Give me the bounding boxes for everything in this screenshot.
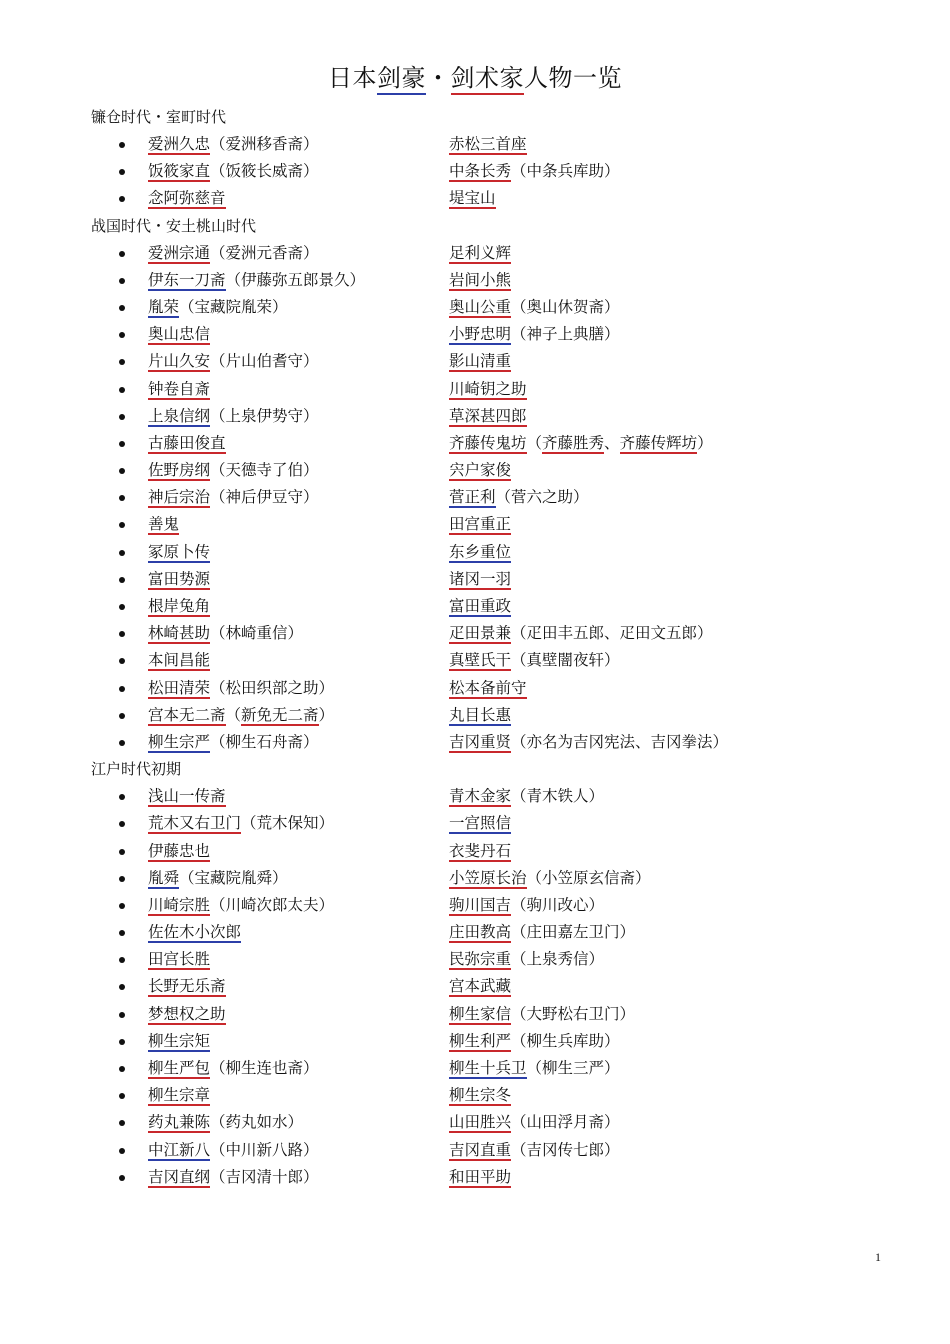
alias-text: （吉冈传七郎） <box>511 1140 620 1159</box>
person-link[interactable]: 新免无二斋 <box>241 705 319 724</box>
person-link[interactable]: 田宫重正 <box>449 515 512 534</box>
person-link[interactable]: 小笠原长治 <box>449 868 527 887</box>
right-entry <box>449 1082 511 1109</box>
list-item <box>0 1001 950 1028</box>
list-item <box>0 675 950 702</box>
person-link[interactable]: 和田平助 <box>449 1167 512 1186</box>
right-entry <box>449 511 511 538</box>
right-entry <box>449 484 589 511</box>
person-link[interactable]: 奥山公重 <box>449 297 512 316</box>
name-list <box>0 240 950 757</box>
person-link[interactable]: 本间昌能 <box>148 651 211 670</box>
person-link[interactable]: 丸目长惠 <box>449 705 512 724</box>
right-entry <box>449 403 527 430</box>
alias-text: （山田浮月斋） <box>511 1113 620 1132</box>
list-item <box>0 1164 950 1191</box>
person-link[interactable]: 齐藤传鬼坊 <box>449 433 527 452</box>
person-link[interactable]: 吉冈直重 <box>449 1140 512 1159</box>
person-link[interactable]: 神后宗治 <box>148 488 211 507</box>
person-link[interactable]: 富田重政 <box>449 597 512 615</box>
alias-text: （伊藤弥五郎景久） <box>225 270 366 289</box>
alias-text: （真壁闇夜轩） <box>511 651 620 670</box>
bullet-icon <box>119 930 125 936</box>
list-item <box>0 892 950 919</box>
left-entry <box>148 946 210 973</box>
right-entry <box>449 131 527 158</box>
title-part: 人物一览 <box>524 64 622 92</box>
alias-text: （饭筱长威斋） <box>210 162 319 181</box>
bullet-icon <box>119 631 125 637</box>
left-entry <box>148 430 226 457</box>
bullet-icon <box>119 1066 125 1072</box>
bullet-icon <box>119 658 125 664</box>
person-link[interactable]: 驹川国吉 <box>449 895 512 914</box>
bullet-icon <box>119 1093 125 1099</box>
right-entry <box>449 185 496 212</box>
left-entry <box>148 892 334 919</box>
right-entry <box>449 1164 511 1191</box>
list-item <box>0 810 950 837</box>
person-link[interactable]: 上泉信纲 <box>148 406 211 425</box>
alias-text: （中条兵库助） <box>511 162 620 181</box>
right-entry <box>449 919 635 946</box>
left-entry <box>148 484 319 511</box>
person-link[interactable]: 伊藤忠也 <box>148 841 211 860</box>
right-entry <box>449 946 604 973</box>
person-link[interactable]: 吉冈直纲 <box>148 1167 211 1186</box>
alias-text: （松田织部之助） <box>210 678 335 697</box>
person-link[interactable]: 胤荣 <box>148 297 180 316</box>
alias-text: （柳生连也斋） <box>210 1059 319 1077</box>
person-link[interactable]: 柳生宗冬 <box>449 1086 512 1105</box>
left-entry <box>148 539 210 566</box>
section-heading: 战国时代・安土桃山时代 <box>91 216 257 235</box>
bullet-icon <box>119 740 125 746</box>
alias-text: （驹川改心） <box>511 895 605 914</box>
person-link[interactable]: 衣斐丹石 <box>449 841 512 860</box>
alias-text: （川崎次郎太夫） <box>210 895 335 914</box>
bullet-icon <box>119 984 125 990</box>
left-entry <box>148 1137 319 1164</box>
bullet-icon <box>119 305 125 311</box>
list-item <box>0 1082 950 1109</box>
bullet-icon <box>119 1120 125 1126</box>
person-link[interactable]: 佐野房纲 <box>148 461 211 480</box>
person-link[interactable]: 冢原卜传 <box>148 542 211 561</box>
left-entry <box>148 1055 319 1082</box>
alias-text: （菅六之助） <box>495 488 589 507</box>
bullet-icon <box>119 794 125 800</box>
alias-text: （荒木保知） <box>241 814 335 833</box>
alias-text: （吉冈清十郎） <box>210 1167 319 1186</box>
left-entry <box>148 566 210 593</box>
person-link[interactable]: 山田胜兴 <box>449 1113 512 1132</box>
bullet-icon <box>119 1039 125 1045</box>
person-link[interactable]: 宫本武藏 <box>449 977 512 996</box>
left-entry <box>148 973 226 1000</box>
person-link[interactable]: 念阿弥慈音 <box>148 189 226 208</box>
left-entry <box>148 810 334 837</box>
right-entry <box>449 593 511 620</box>
list-item <box>0 702 950 729</box>
bullet-icon <box>119 957 125 963</box>
left-entry <box>148 838 210 865</box>
right-entry <box>449 838 511 865</box>
bullet-icon <box>119 387 125 393</box>
right-entry <box>449 729 728 756</box>
list-item <box>0 430 950 457</box>
title-link-swordsman[interactable]: 剑术家 <box>451 64 525 95</box>
right-entry <box>449 675 527 702</box>
person-link[interactable]: 柳生严包 <box>148 1059 211 1077</box>
alias-text: （宝藏院胤舜） <box>179 868 288 887</box>
person-link[interactable]: 一宫照信 <box>449 814 512 833</box>
bullet-icon <box>119 876 125 882</box>
section-heading: 江户时代初期 <box>91 760 182 779</box>
title-separator: ・ <box>426 64 451 92</box>
bullet-icon <box>119 468 125 474</box>
person-link[interactable]: 饭筱家直 <box>148 162 211 181</box>
person-link[interactable]: 松田清荣 <box>148 678 211 697</box>
bullet-icon <box>119 1175 125 1181</box>
alias-text: （柳生三严） <box>526 1059 620 1077</box>
right-entry <box>449 158 620 185</box>
right-entry <box>449 430 713 457</box>
person-link[interactable]: 宫本无二斋 <box>148 705 226 724</box>
alias-text: （疋田丰五郎、疋田文五郎） <box>511 624 713 643</box>
bullet-icon <box>119 196 125 202</box>
right-entry <box>449 267 511 294</box>
person-link[interactable]: 小野忠明 <box>449 325 512 344</box>
left-entry <box>148 647 210 674</box>
list-item <box>0 403 950 430</box>
alias-text: ） <box>697 433 713 452</box>
left-entry <box>148 376 210 403</box>
list-item <box>0 919 950 946</box>
person-link[interactable]: 真壁氏干 <box>449 651 512 670</box>
person-link[interactable]: 青木金家 <box>449 787 512 806</box>
left-entry <box>148 1028 210 1055</box>
person-link[interactable]: 伊东一刀斋 <box>148 270 226 289</box>
person-link[interactable]: 根岸兔角 <box>148 597 211 615</box>
left-entry <box>148 783 226 810</box>
bullet-icon <box>119 522 125 528</box>
left-entry <box>148 1082 210 1109</box>
list-item <box>0 321 950 348</box>
list-item <box>0 647 950 674</box>
right-entry <box>449 321 620 348</box>
person-link[interactable]: 林崎甚助 <box>148 624 211 643</box>
right-entry <box>449 892 604 919</box>
left-entry <box>148 158 319 185</box>
left-entry <box>148 1109 303 1136</box>
alias-text: （宝藏院胤荣） <box>179 297 288 316</box>
left-entry <box>148 267 365 294</box>
list-item <box>0 185 950 212</box>
bullet-icon <box>119 169 125 175</box>
left-entry <box>148 348 319 375</box>
left-entry <box>148 131 319 158</box>
bullet-icon <box>119 821 125 827</box>
person-link[interactable]: 柳生宗矩 <box>148 1031 211 1050</box>
person-link[interactable]: 宍户家俊 <box>449 461 512 480</box>
bullet-icon <box>119 495 125 501</box>
list-item <box>0 1137 950 1164</box>
person-link[interactable]: 诸冈一羽 <box>449 569 512 588</box>
alias-text: （大野松右卫门） <box>511 1004 636 1023</box>
person-link[interactable]: 疋田景兼 <box>449 624 512 643</box>
bullet-icon <box>119 686 125 692</box>
alias-text: （柳生石舟斋） <box>210 732 319 751</box>
alias-text: （药丸如水） <box>210 1113 304 1132</box>
bullet-icon <box>119 332 125 338</box>
person-link[interactable]: 川崎钥之助 <box>449 379 527 398</box>
page-title <box>0 61 950 95</box>
list-item <box>0 1055 950 1082</box>
person-link[interactable]: 荒木又右卫门 <box>148 814 242 833</box>
list-item <box>0 620 950 647</box>
person-link[interactable]: 古藤田俊直 <box>148 433 226 452</box>
alias-text: （小笠原玄信斋） <box>526 868 651 887</box>
title-part: 日本 <box>328 64 377 92</box>
list-item <box>0 838 950 865</box>
bullet-icon <box>119 414 125 420</box>
person-link[interactable]: 齐藤胜秀 <box>542 433 605 452</box>
alias-text: （中川新八路） <box>210 1140 319 1159</box>
alias-text: （爱洲移香斋） <box>210 135 319 153</box>
person-link[interactable]: 梦想权之助 <box>148 1004 226 1023</box>
left-entry <box>148 1001 226 1028</box>
right-entry <box>449 865 651 892</box>
right-entry <box>449 240 511 267</box>
alias-text: （上泉伊势守） <box>210 406 319 425</box>
left-entry <box>148 729 319 756</box>
list-item <box>0 131 950 158</box>
title-link-sword-master[interactable]: 剑豪 <box>377 64 426 95</box>
list-item <box>0 1109 950 1136</box>
person-link[interactable]: 川崎宗胜 <box>148 895 211 914</box>
person-link[interactable]: 草深甚四郎 <box>449 406 527 425</box>
list-item <box>0 566 950 593</box>
left-entry <box>148 294 288 321</box>
list-item <box>0 1028 950 1055</box>
person-link[interactable]: 庄田教高 <box>449 923 512 942</box>
page-number: 1 <box>875 1250 881 1264</box>
alias-text: （神子上典膳） <box>511 325 620 344</box>
list-item <box>0 484 950 511</box>
bullet-icon <box>119 713 125 719</box>
name-list <box>0 783 950 1191</box>
alias-text: （爱洲元香斋） <box>210 243 319 262</box>
person-link[interactable]: 药丸兼陈 <box>148 1113 211 1132</box>
right-entry <box>449 1109 620 1136</box>
right-entry <box>449 1028 620 1055</box>
person-link[interactable]: 田宫长胜 <box>148 950 211 969</box>
bullet-icon <box>119 550 125 556</box>
bullet-icon <box>119 577 125 583</box>
right-entry <box>449 810 511 837</box>
person-link[interactable]: 齐藤传辉坊 <box>619 433 698 452</box>
person-link[interactable]: 中江新八 <box>148 1140 211 1159</box>
bullet-icon <box>119 278 125 284</box>
left-entry <box>148 702 334 729</box>
left-entry <box>148 511 179 538</box>
left-entry <box>148 457 319 484</box>
person-link[interactable]: 富田势源 <box>148 569 211 588</box>
bullet-icon <box>119 359 125 365</box>
person-link[interactable]: 佐佐木小次郎 <box>148 923 242 942</box>
right-entry <box>449 973 511 1000</box>
person-link[interactable]: 堤宝山 <box>449 189 496 208</box>
list-item <box>0 973 950 1000</box>
left-entry <box>148 1164 319 1191</box>
alias-text: （片山伯耆守） <box>210 352 319 371</box>
bullet-icon <box>119 849 125 855</box>
alias-text: （青木铁人） <box>511 787 605 806</box>
list-item <box>0 783 950 810</box>
left-entry <box>148 403 319 430</box>
left-entry <box>148 321 210 348</box>
right-entry <box>449 702 511 729</box>
person-link[interactable]: 松本备前守 <box>449 678 527 697</box>
list-item <box>0 240 950 267</box>
person-link[interactable]: 胤舜 <box>148 868 180 887</box>
person-link[interactable]: 善鬼 <box>148 515 180 534</box>
right-entry <box>449 647 620 674</box>
right-entry <box>449 783 604 810</box>
left-entry <box>148 185 226 212</box>
left-entry <box>148 620 303 647</box>
name-list <box>0 131 950 213</box>
list-item <box>0 348 950 375</box>
alias-text: （林崎重信） <box>210 624 304 643</box>
left-entry <box>148 865 288 892</box>
alias-text: （庄田嘉左卫门） <box>511 923 636 942</box>
list-item <box>0 267 950 294</box>
person-link[interactable]: 柳生利严 <box>449 1031 512 1050</box>
alias-text: （神后伊豆守） <box>210 488 319 507</box>
person-link[interactable]: 爱洲久忠 <box>148 135 211 153</box>
section-heading: 镰仓时代・室町时代 <box>91 108 227 126</box>
right-entry <box>449 566 511 593</box>
person-link[interactable]: 赤松三首座 <box>449 135 527 153</box>
person-link[interactable]: 柳生宗章 <box>148 1086 211 1105</box>
list-item <box>0 376 950 403</box>
right-entry <box>449 457 511 484</box>
person-link[interactable]: 柳生家信 <box>449 1004 512 1023</box>
person-link[interactable]: 岩间小熊 <box>449 270 512 289</box>
person-link[interactable]: 柳生宗严 <box>148 732 211 751</box>
right-entry <box>449 1001 635 1028</box>
bullet-icon <box>119 251 125 257</box>
left-entry <box>148 240 319 267</box>
list-item <box>0 457 950 484</box>
person-link[interactable]: 民弥宗重 <box>449 950 512 969</box>
list-item <box>0 729 950 756</box>
person-link[interactable]: 奥山忠信 <box>148 325 211 344</box>
person-link[interactable]: 浅山一传斋 <box>148 787 226 806</box>
person-link[interactable]: 影山清重 <box>449 352 512 371</box>
alias-text: （上泉秀信） <box>511 950 605 969</box>
alias-text: （ <box>526 433 543 452</box>
person-link[interactable]: 足利义辉 <box>449 243 512 262</box>
alias-text: 、 <box>604 433 620 452</box>
alias-text: （ <box>225 705 242 724</box>
list-item <box>0 946 950 973</box>
bullet-icon <box>119 604 125 610</box>
bullet-icon <box>119 441 125 447</box>
alias-text: （奥山休贺斋） <box>511 297 620 316</box>
alias-text: （亦名为吉冈宪法、吉冈拳法） <box>511 732 729 751</box>
list-item <box>0 158 950 185</box>
bullet-icon <box>119 142 125 148</box>
left-entry <box>148 675 334 702</box>
person-link[interactable]: 长野无乐斋 <box>148 977 226 996</box>
right-entry <box>449 294 620 321</box>
right-entry <box>449 539 511 566</box>
bullet-icon <box>119 1012 125 1018</box>
left-entry <box>148 593 210 620</box>
list-item <box>0 593 950 620</box>
bullet-icon <box>119 1148 125 1154</box>
person-link[interactable]: 柳生十兵卫 <box>449 1059 527 1077</box>
person-link[interactable]: 爱洲宗通 <box>148 243 211 262</box>
list-item <box>0 539 950 566</box>
right-entry <box>449 376 527 403</box>
alias-text: （柳生兵库助） <box>511 1031 620 1050</box>
right-entry <box>449 1137 620 1164</box>
list-item <box>0 511 950 538</box>
person-link[interactable]: 中条长秀 <box>449 162 512 181</box>
person-link[interactable]: 钟卷自斎 <box>148 379 211 398</box>
person-link[interactable]: 片山久安 <box>148 352 211 371</box>
list-item <box>0 865 950 892</box>
person-link[interactable]: 吉冈重贤 <box>449 732 512 751</box>
right-entry <box>449 1055 620 1082</box>
document-body <box>0 104 950 1191</box>
person-link[interactable]: 菅正利 <box>449 488 496 507</box>
alias-text: （天德寺了伯） <box>210 461 319 480</box>
left-entry <box>148 919 241 946</box>
right-entry <box>449 348 511 375</box>
bullet-icon <box>119 903 125 909</box>
list-item <box>0 294 950 321</box>
right-entry <box>449 620 713 647</box>
alias-text: ） <box>318 705 335 724</box>
person-link[interactable]: 东乡重位 <box>449 542 512 561</box>
